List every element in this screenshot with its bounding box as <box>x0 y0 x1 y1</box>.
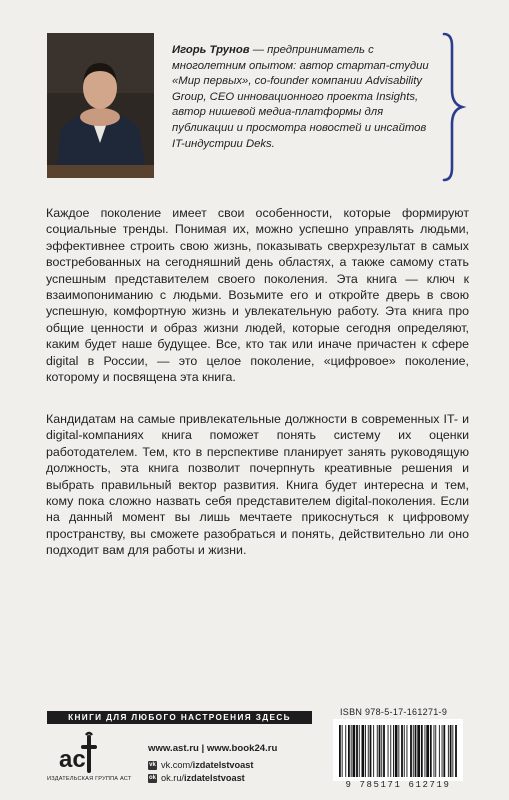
barcode-bar <box>342 725 343 777</box>
ok-handle: izdatelstvoast <box>183 773 245 783</box>
barcode-bar <box>377 725 378 777</box>
vk-handle: izdatelstvoast <box>192 760 254 770</box>
author-bio-text: — предприниматель с многолетним опытом: автор стартап-студии «Мир первых», co-founder компании Advisability Group, CEO инновационного проекта Insights, автор нишевой медиа-платформы для публикации и просмотра новостей и инсайтов IT-индустрии Deks. <box>172 44 429 150</box>
slogan-band: КНИГИ ДЛЯ ЛЮБОГО НАСТРОЕНИЯ ЗДЕСЬ <box>47 711 312 724</box>
svg-text:ас: ас <box>59 746 86 773</box>
barcode-bar <box>351 725 352 777</box>
barcode-bar <box>359 725 360 777</box>
barcode-bar <box>368 725 369 777</box>
publisher-caption: ИЗДАТЕЛЬСКАЯ ГРУППА АСТ <box>47 776 132 782</box>
barcode-bar <box>383 725 385 777</box>
barcode-bar <box>448 725 449 777</box>
barcode-bar <box>373 725 374 777</box>
barcode-bar <box>404 725 405 777</box>
barcode-bar <box>365 725 366 777</box>
description-paragraph-1: Каждое поколение имеет свои особенности, которые формируют социальные тренды. Понимая их, можно успешно управлять людьми, эффективнее строить свою жизнь, показывать сверхрезультат в самых востребованных на сегодняшний день областях, а также самому стать успешным представителем своего поколения. Эта книга — ключ к взаимопониманию с людьми. Возьмите его и откройте дверь в свою успешную, комфортную жизнь и увлекательную работу. Эта книга про общие ценности и образ жизни людей, которые сегодня определяют, каким будет наше будущее. Все, кто так или иначе причастен к сфере digital в России, — это целое поколение, «цифровое» поколение, которому и посвящена эта книга. <box>46 206 469 385</box>
barcode-bar <box>401 725 403 777</box>
barcode-bar <box>370 725 372 777</box>
ok-icon: ok <box>148 774 156 781</box>
barcode-bar <box>393 725 394 777</box>
barcode-bar <box>362 725 365 777</box>
author-bio <box>172 43 434 152</box>
author-photo <box>47 33 154 178</box>
barcode-bar <box>345 725 346 777</box>
barcode-bar <box>452 725 453 777</box>
barcode-bar <box>398 725 399 777</box>
barcode-bar <box>353 725 356 777</box>
barcode-bar <box>415 725 417 777</box>
vk-url: vk.com/ <box>161 760 193 770</box>
ok-link[interactable] <box>148 773 245 783</box>
ok-url: ok.ru/ <box>161 773 184 783</box>
barcode-bar <box>450 725 452 777</box>
barcode-bar <box>435 725 436 777</box>
barcode-bar <box>455 725 457 777</box>
vk-link[interactable] <box>148 760 253 770</box>
barcode <box>333 719 463 781</box>
author-name: Игорь Трунов <box>172 44 250 56</box>
barcode-bar <box>348 725 350 777</box>
barcode-bar <box>425 725 426 777</box>
barcode-bar <box>339 725 341 777</box>
publisher-websites[interactable]: www.ast.ru | www.book24.ru <box>148 743 278 754</box>
isbn-number: ISBN 978-5-17-161271-9 <box>340 707 448 717</box>
barcode-bar <box>426 725 429 777</box>
barcode-bar <box>381 725 382 777</box>
barcode-bar <box>410 725 412 777</box>
publisher-logo <box>58 731 102 775</box>
barcode-bar <box>443 725 445 777</box>
vk-icon: vk <box>149 761 156 768</box>
barcode-bar <box>439 725 440 777</box>
barcode-digits: 9 785171 612719 <box>345 780 451 790</box>
barcode-bar <box>413 725 414 777</box>
barcode-bar <box>417 725 420 777</box>
barcode-bar <box>388 725 389 777</box>
barcode-bar <box>421 725 423 777</box>
barcode-bar <box>407 725 408 777</box>
barcode-bar <box>434 725 435 777</box>
barcode-bar <box>390 725 391 777</box>
barcode-bar <box>356 725 358 777</box>
decorative-brace-icon <box>438 32 468 182</box>
barcode-bar <box>442 725 443 777</box>
barcode-bar <box>430 725 432 777</box>
barcode-bar <box>395 725 398 777</box>
description-paragraph-2: Кандидатам на самые привлекательные должности в современных IT- и digital-компаниях книга поможет понять систему их оценки работодателем. Тем, кто в перспективе планирует занять руководящую должность, эта книга позволит почерпнуть креативные решения и выбрать правильный вектор развития. Книга будет интересна и тем, кому пока сложно назвать себя представителем digital-поколения. Если на данный момент вы лишь мечтаете прикоснуться к цифровому пространству, вы сможете разобраться и понять, действительно ли оно подходит вам для работы и жизни. <box>46 412 469 558</box>
barcode-bar <box>379 725 381 777</box>
